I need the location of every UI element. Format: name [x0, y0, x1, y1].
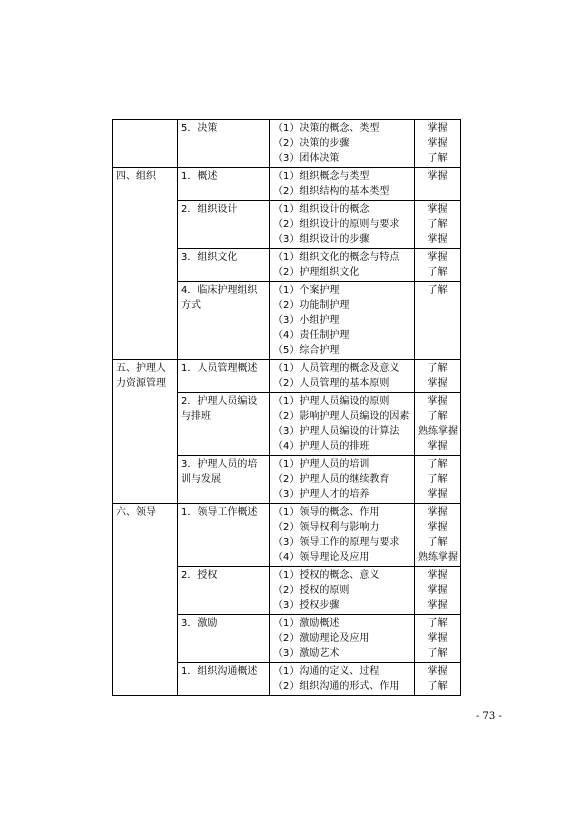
level-line: 熟练掌握 — [418, 552, 458, 563]
chapter-cell: 五、护理人力资源管理 — [113, 360, 178, 504]
syllabus-table — [112, 119, 461, 696]
level-line: 了解 — [427, 153, 448, 164]
content-line: （2）领导权利与影响力 — [273, 522, 380, 533]
content-cell — [270, 615, 415, 663]
section-cell: 1．领导工作概述 — [178, 504, 270, 567]
content-cell — [270, 168, 415, 201]
level-cell — [415, 615, 461, 663]
content-line: （3）领导工作的原理与要求 — [273, 537, 400, 548]
level-line: 了解 — [427, 219, 448, 230]
table-row — [113, 168, 461, 201]
content-line: （2）护理组织文化 — [273, 267, 360, 278]
section-cell: 1．人员管理概述 — [178, 360, 270, 393]
section-cell: 1．组织沟通概述 — [178, 663, 270, 696]
content-cell — [270, 249, 415, 282]
content-cell — [270, 393, 415, 456]
section-cell: 3．护理人员的培训与发展 — [178, 456, 270, 504]
chapter-cell: 六、领导 — [113, 504, 178, 696]
content-line: （2）人员管理的基本原则 — [273, 378, 390, 389]
level-cell — [415, 282, 461, 360]
level-line: 掌握 — [427, 633, 448, 644]
content-line: （1）领导的概念、作用 — [273, 507, 380, 518]
section-cell: 5．决策 — [178, 120, 270, 168]
section-cell: 4．临床护理组织方式 — [178, 282, 270, 360]
content-line: （1）决策的概念、类型 — [273, 123, 380, 134]
content-cell — [270, 282, 415, 360]
content-line: （4）护理人员的排班 — [273, 441, 370, 452]
level-line: 了解 — [427, 537, 448, 548]
section-cell: 2．授权 — [178, 567, 270, 615]
level-cell — [415, 120, 461, 168]
level-line: 了解 — [427, 285, 448, 296]
level-line: 掌握 — [427, 171, 448, 182]
content-line: （3）组织设计的步骤 — [273, 234, 370, 245]
content-line: （5）综合护理 — [273, 345, 340, 356]
level-line: 了解 — [427, 411, 448, 422]
level-cell — [415, 456, 461, 504]
level-cell — [415, 393, 461, 456]
level-line: 掌握 — [427, 600, 448, 611]
content-line: （3）护理人员编设的计算法 — [273, 426, 400, 437]
level-line: 掌握 — [427, 522, 448, 533]
level-line: 掌握 — [427, 666, 448, 677]
level-cell — [415, 663, 461, 696]
level-line: 掌握 — [427, 204, 448, 215]
content-line: （3）护理人才的培养 — [273, 489, 370, 500]
content-line: （1）激励概述 — [273, 618, 340, 629]
level-line: 掌握 — [427, 252, 448, 263]
table-row — [113, 360, 461, 393]
chapter-cell — [113, 120, 178, 168]
section-cell: 2．护理人员编设与排班 — [178, 393, 270, 456]
content-line: （1）个案护理 — [273, 285, 340, 296]
content-line: （4）责任制护理 — [273, 330, 350, 341]
content-line: （1）授权的概念、意义 — [273, 570, 380, 581]
level-cell — [415, 201, 461, 249]
content-line: （2）组织沟通的形式、作用 — [273, 681, 400, 692]
content-line: （1）组织概念与类型 — [273, 171, 370, 182]
level-line: 掌握 — [427, 441, 448, 452]
page-number: - 73 - — [476, 711, 502, 722]
chapter-cell: 四、组织 — [113, 168, 178, 360]
level-line: 掌握 — [427, 123, 448, 134]
table-row — [113, 120, 461, 168]
content-line: （3）授权步骤 — [273, 600, 340, 611]
content-cell — [270, 360, 415, 393]
content-line: （2）激励理论及应用 — [273, 633, 370, 644]
level-line: 了解 — [427, 459, 448, 470]
level-line: 掌握 — [427, 396, 448, 407]
content-cell — [270, 567, 415, 615]
level-line: 掌握 — [427, 378, 448, 389]
content-line: （3）激励艺术 — [273, 648, 340, 659]
content-line: （2）组织设计的原则与要求 — [273, 219, 400, 230]
level-line: 了解 — [427, 618, 448, 629]
content-cell — [270, 504, 415, 567]
section-cell: 2．组织设计 — [178, 201, 270, 249]
content-cell — [270, 663, 415, 696]
section-cell: 1．概述 — [178, 168, 270, 201]
level-cell — [415, 567, 461, 615]
level-line: 掌握 — [427, 234, 448, 245]
content-cell — [270, 456, 415, 504]
content-line: （1）人员管理的概念及意义 — [273, 363, 400, 374]
content-cell — [270, 120, 415, 168]
level-line: 了解 — [427, 474, 448, 485]
level-line: 掌握 — [427, 507, 448, 518]
level-line: 熟练掌握 — [418, 426, 458, 437]
level-line: 掌握 — [427, 489, 448, 500]
content-line: （1）护理人员的培训 — [273, 459, 370, 470]
level-cell — [415, 249, 461, 282]
content-line: （2）护理人员的继续教育 — [273, 474, 390, 485]
content-line: （2）授权的原则 — [273, 585, 350, 596]
content-line: （2）功能制护理 — [273, 300, 350, 311]
content-cell — [270, 201, 415, 249]
content-line: （1）护理人员编设的原则 — [273, 396, 390, 407]
content-line: （2）影响护理人员编设的因素 — [273, 411, 410, 422]
content-line: （1）组织设计的概念 — [273, 204, 370, 215]
content-line: （2）组织结构的基本类型 — [273, 186, 390, 197]
content-line: （4）领导理论及应用 — [273, 552, 370, 563]
content-line: （3）小组护理 — [273, 315, 340, 326]
level-line: 了解 — [427, 363, 448, 374]
level-cell — [415, 360, 461, 393]
level-line: 掌握 — [427, 570, 448, 581]
content-line: （2）决策的步骤 — [273, 138, 350, 149]
level-cell — [415, 168, 461, 201]
level-line: 掌握 — [427, 138, 448, 149]
level-line: 了解 — [427, 648, 448, 659]
table-row — [113, 504, 461, 567]
section-cell: 3．激励 — [178, 615, 270, 663]
level-line: 掌握 — [427, 585, 448, 596]
level-line: 了解 — [427, 267, 448, 278]
content-line: （3）团体决策 — [273, 153, 340, 164]
content-line: （1）组织文化的概念与特点 — [273, 252, 400, 263]
section-cell: 3．组织文化 — [178, 249, 270, 282]
level-line: 了解 — [427, 681, 448, 692]
level-cell — [415, 504, 461, 567]
content-line: （1）沟通的定义、过程 — [273, 666, 380, 677]
